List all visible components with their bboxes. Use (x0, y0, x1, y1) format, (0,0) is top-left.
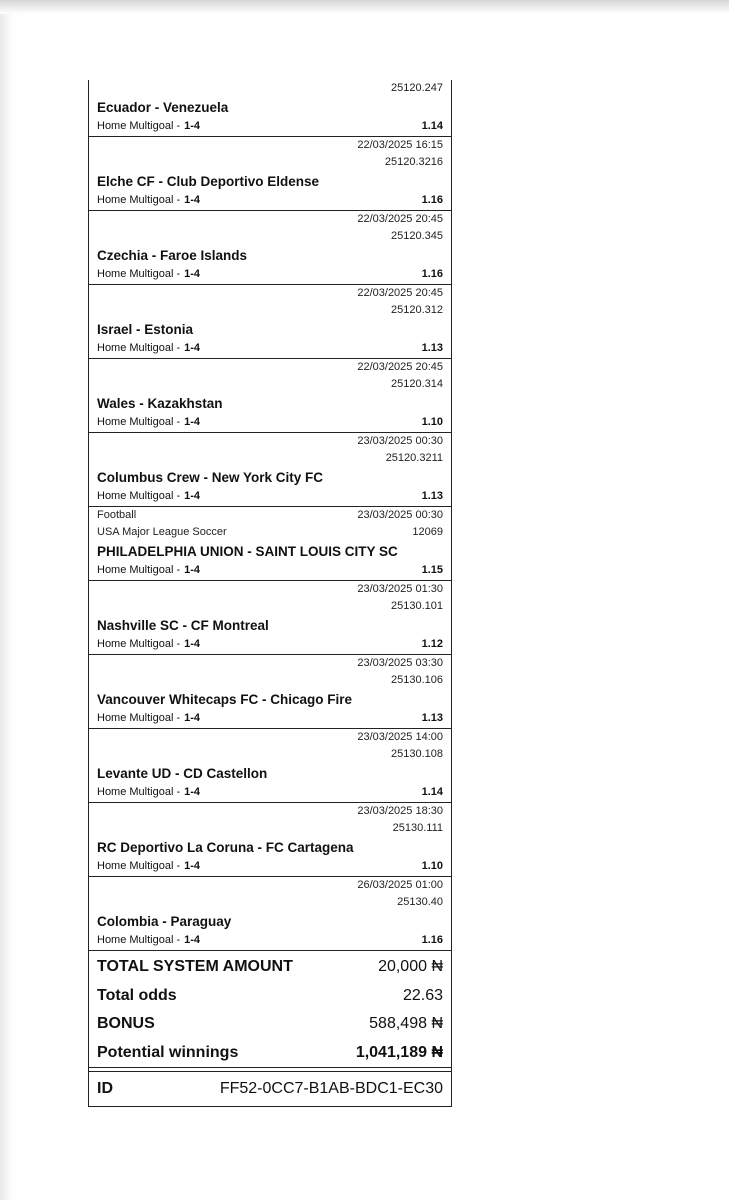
event-odds: 1.16 (421, 194, 443, 206)
event-market (97, 932, 200, 948)
event-meta-row-2 (97, 598, 443, 615)
event-item (89, 211, 451, 285)
event-odds: 1.15 (421, 564, 443, 576)
event-code: 25130.101 (391, 600, 443, 612)
event-match-title: Elche CF - Club Deportivo Eldense (97, 174, 320, 189)
event-pick: 1-4 (184, 268, 201, 280)
event-market-row (97, 562, 443, 580)
event-code: 25130.40 (397, 896, 443, 908)
event-datetime: 22/03/2025 20:45 (357, 213, 443, 225)
event-pick: 1-4 (184, 342, 201, 354)
event-market (97, 266, 200, 282)
event-odds: 1.14 (421, 786, 443, 798)
event-market-row (97, 858, 443, 876)
event-item (89, 655, 451, 729)
event-list (89, 80, 451, 951)
event-item (89, 877, 451, 951)
event-datetime: 26/03/2025 01:00 (357, 879, 443, 891)
bonus-value: 588,498 ₦ (369, 1015, 443, 1033)
event-meta-row-2 (97, 302, 443, 319)
event-odds: 1.10 (421, 860, 443, 872)
event-item (89, 433, 451, 507)
event-meta-row-1 (97, 803, 443, 820)
event-meta-row-1 (97, 137, 443, 154)
potential-winnings-row (97, 1039, 443, 1068)
event-pick: 1-4 (184, 564, 201, 576)
event-item (89, 803, 451, 877)
event-market (97, 636, 200, 652)
event-code: 25120.3216 (384, 156, 443, 168)
event-datetime: 22/03/2025 20:45 (357, 287, 443, 299)
event-odds: 1.13 (421, 342, 443, 354)
event-meta-row-1 (97, 877, 443, 894)
event-meta-row-2 (97, 820, 443, 837)
event-meta-row-1 (97, 211, 443, 228)
event-market-label: Home Multigoal - (97, 786, 181, 798)
event-market (97, 118, 200, 134)
event-item (89, 729, 451, 803)
event-meta-row-2 (97, 450, 443, 467)
ticket-id-value: FF52-0CC7-B1AB-BDC1-EC30 (219, 1080, 443, 1097)
event-match-title: RC Deportivo La Coruna - FC Cartagena (97, 840, 354, 855)
event-sport: Football (97, 509, 137, 521)
event-datetime: 23/03/2025 03:30 (357, 657, 443, 669)
event-match-title: PHILADELPHIA UNION - SAINT LOUIS CITY SC (97, 544, 398, 559)
event-code: 25130.111 (392, 822, 443, 834)
bonus-row (97, 1010, 443, 1039)
event-datetime: 23/03/2025 14:00 (357, 731, 443, 743)
event-code: 25120.3211 (385, 452, 443, 464)
event-pick: 1-4 (184, 120, 201, 132)
event-odds: 1.13 (421, 490, 443, 502)
event-match-title: Nashville SC - CF Montreal (97, 618, 269, 633)
event-datetime: 23/03/2025 00:30 (357, 509, 443, 521)
event-market (97, 784, 200, 800)
event-pick: 1-4 (184, 786, 201, 798)
event-market-row (97, 710, 443, 728)
event-code: 25120.314 (391, 378, 443, 390)
event-meta-row-2 (97, 154, 443, 171)
event-market-row (97, 340, 443, 358)
event-market-row (97, 636, 443, 654)
event-pick: 1-4 (184, 490, 201, 502)
total-system-amount-value: 20,000 ₦ (378, 958, 443, 976)
event-match-title: Columbus Crew - New York City FC (97, 470, 324, 485)
ticket-id-label: ID (97, 1080, 113, 1097)
event-market-label: Home Multigoal - (97, 934, 181, 946)
event-market (97, 488, 200, 504)
event-match-title: Colombia - Paraguay (97, 914, 232, 929)
potential-winnings-value: 1,041,189 ₦ (355, 1043, 443, 1061)
total-odds-row (97, 982, 443, 1011)
event-meta-row-1 (97, 433, 443, 450)
event-odds: 1.16 (421, 268, 443, 280)
event-market-label: Home Multigoal - (97, 120, 181, 132)
event-odds: 1.12 (421, 638, 443, 650)
event-datetime: 23/03/2025 01:30 (357, 583, 443, 595)
event-market-label: Home Multigoal - (97, 490, 181, 502)
event-market (97, 192, 200, 208)
event-pick: 1-4 (184, 638, 201, 650)
event-market-label: Home Multigoal - (97, 712, 181, 724)
event-match-title: Ecuador - Venezuela (97, 100, 229, 115)
bet-ticket (88, 80, 452, 1107)
event-pick: 1-4 (184, 934, 201, 946)
event-meta-row-1 (97, 285, 443, 302)
event-odds: 1.14 (421, 120, 443, 132)
event-item (89, 285, 451, 359)
event-meta-row-1 (97, 729, 443, 746)
ticket-id-row (89, 1071, 451, 1107)
event-market (97, 858, 200, 874)
event-datetime: 22/03/2025 16:15 (357, 139, 443, 151)
event-market-row (97, 414, 443, 432)
event-item (89, 359, 451, 433)
event-market-row (97, 266, 443, 284)
event-code: 25130.106 (391, 674, 443, 686)
event-meta-row-1 (97, 507, 443, 524)
event-market-label: Home Multigoal - (97, 416, 181, 428)
event-pick: 1-4 (184, 194, 201, 206)
event-match-title: Vancouver Whitecaps FC - Chicago Fire (97, 692, 353, 707)
total-odds-value: 22.63 (402, 986, 443, 1004)
event-code: 25120.247 (391, 82, 443, 94)
event-odds: 1.16 (421, 934, 443, 946)
event-item (89, 507, 451, 581)
event-market (97, 562, 200, 578)
top-shadow (0, 0, 729, 14)
event-market-label: Home Multigoal - (97, 268, 181, 280)
event-item (89, 581, 451, 655)
event-pick: 1-4 (184, 416, 201, 428)
bonus-label: BONUS (97, 1015, 155, 1033)
event-meta-row-2 (97, 672, 443, 689)
total-system-amount-label: TOTAL SYSTEM AMOUNT (97, 958, 293, 976)
event-match-title: Wales - Kazakhstan (97, 396, 223, 411)
event-market-row (97, 118, 443, 136)
event-odds: 1.13 (421, 712, 443, 724)
event-datetime: 23/03/2025 18:30 (357, 805, 443, 817)
event-meta-row-2 (97, 80, 443, 97)
event-meta-row-2 (97, 524, 443, 541)
event-market-label: Home Multigoal - (97, 860, 181, 872)
event-market-label: Home Multigoal - (97, 194, 181, 206)
event-code: 25120.345 (391, 230, 443, 242)
event-match-title: Levante UD - CD Castellon (97, 766, 268, 781)
event-meta-row-2 (97, 376, 443, 393)
potential-winnings-label: Potential winnings (97, 1043, 239, 1061)
event-market-row (97, 932, 443, 950)
event-item (89, 80, 451, 137)
event-market-label: Home Multigoal - (97, 564, 181, 576)
event-datetime: 23/03/2025 00:30 (357, 435, 443, 447)
event-league: USA Major League Soccer (97, 526, 227, 538)
event-market-row (97, 488, 443, 506)
event-market-label: Home Multigoal - (97, 342, 181, 354)
event-item (89, 137, 451, 211)
event-market-label: Home Multigoal - (97, 638, 181, 650)
event-market-row (97, 192, 443, 210)
event-pick: 1-4 (184, 860, 201, 872)
ticket-summary (89, 951, 451, 1068)
total-system-amount-row (97, 953, 443, 982)
event-match-title: Czechia - Faroe Islands (97, 248, 248, 263)
event-market (97, 340, 200, 356)
event-meta-row-1 (97, 655, 443, 672)
event-meta-row-2 (97, 746, 443, 763)
total-odds-label: Total odds (97, 986, 177, 1004)
event-market (97, 414, 200, 430)
event-market-row (97, 784, 443, 802)
event-meta-row-2 (97, 228, 443, 245)
event-odds: 1.10 (421, 416, 443, 428)
event-meta-row-2 (97, 894, 443, 911)
event-datetime: 22/03/2025 20:45 (357, 361, 443, 373)
event-meta-row-1 (97, 581, 443, 598)
event-match-title: Israel - Estonia (97, 322, 194, 337)
event-pick: 1-4 (184, 712, 201, 724)
event-meta-row-1 (97, 359, 443, 376)
event-code: 25130.108 (391, 748, 443, 760)
event-code: 12069 (412, 526, 443, 538)
event-code: 25120.312 (391, 304, 443, 316)
event-market (97, 710, 200, 726)
